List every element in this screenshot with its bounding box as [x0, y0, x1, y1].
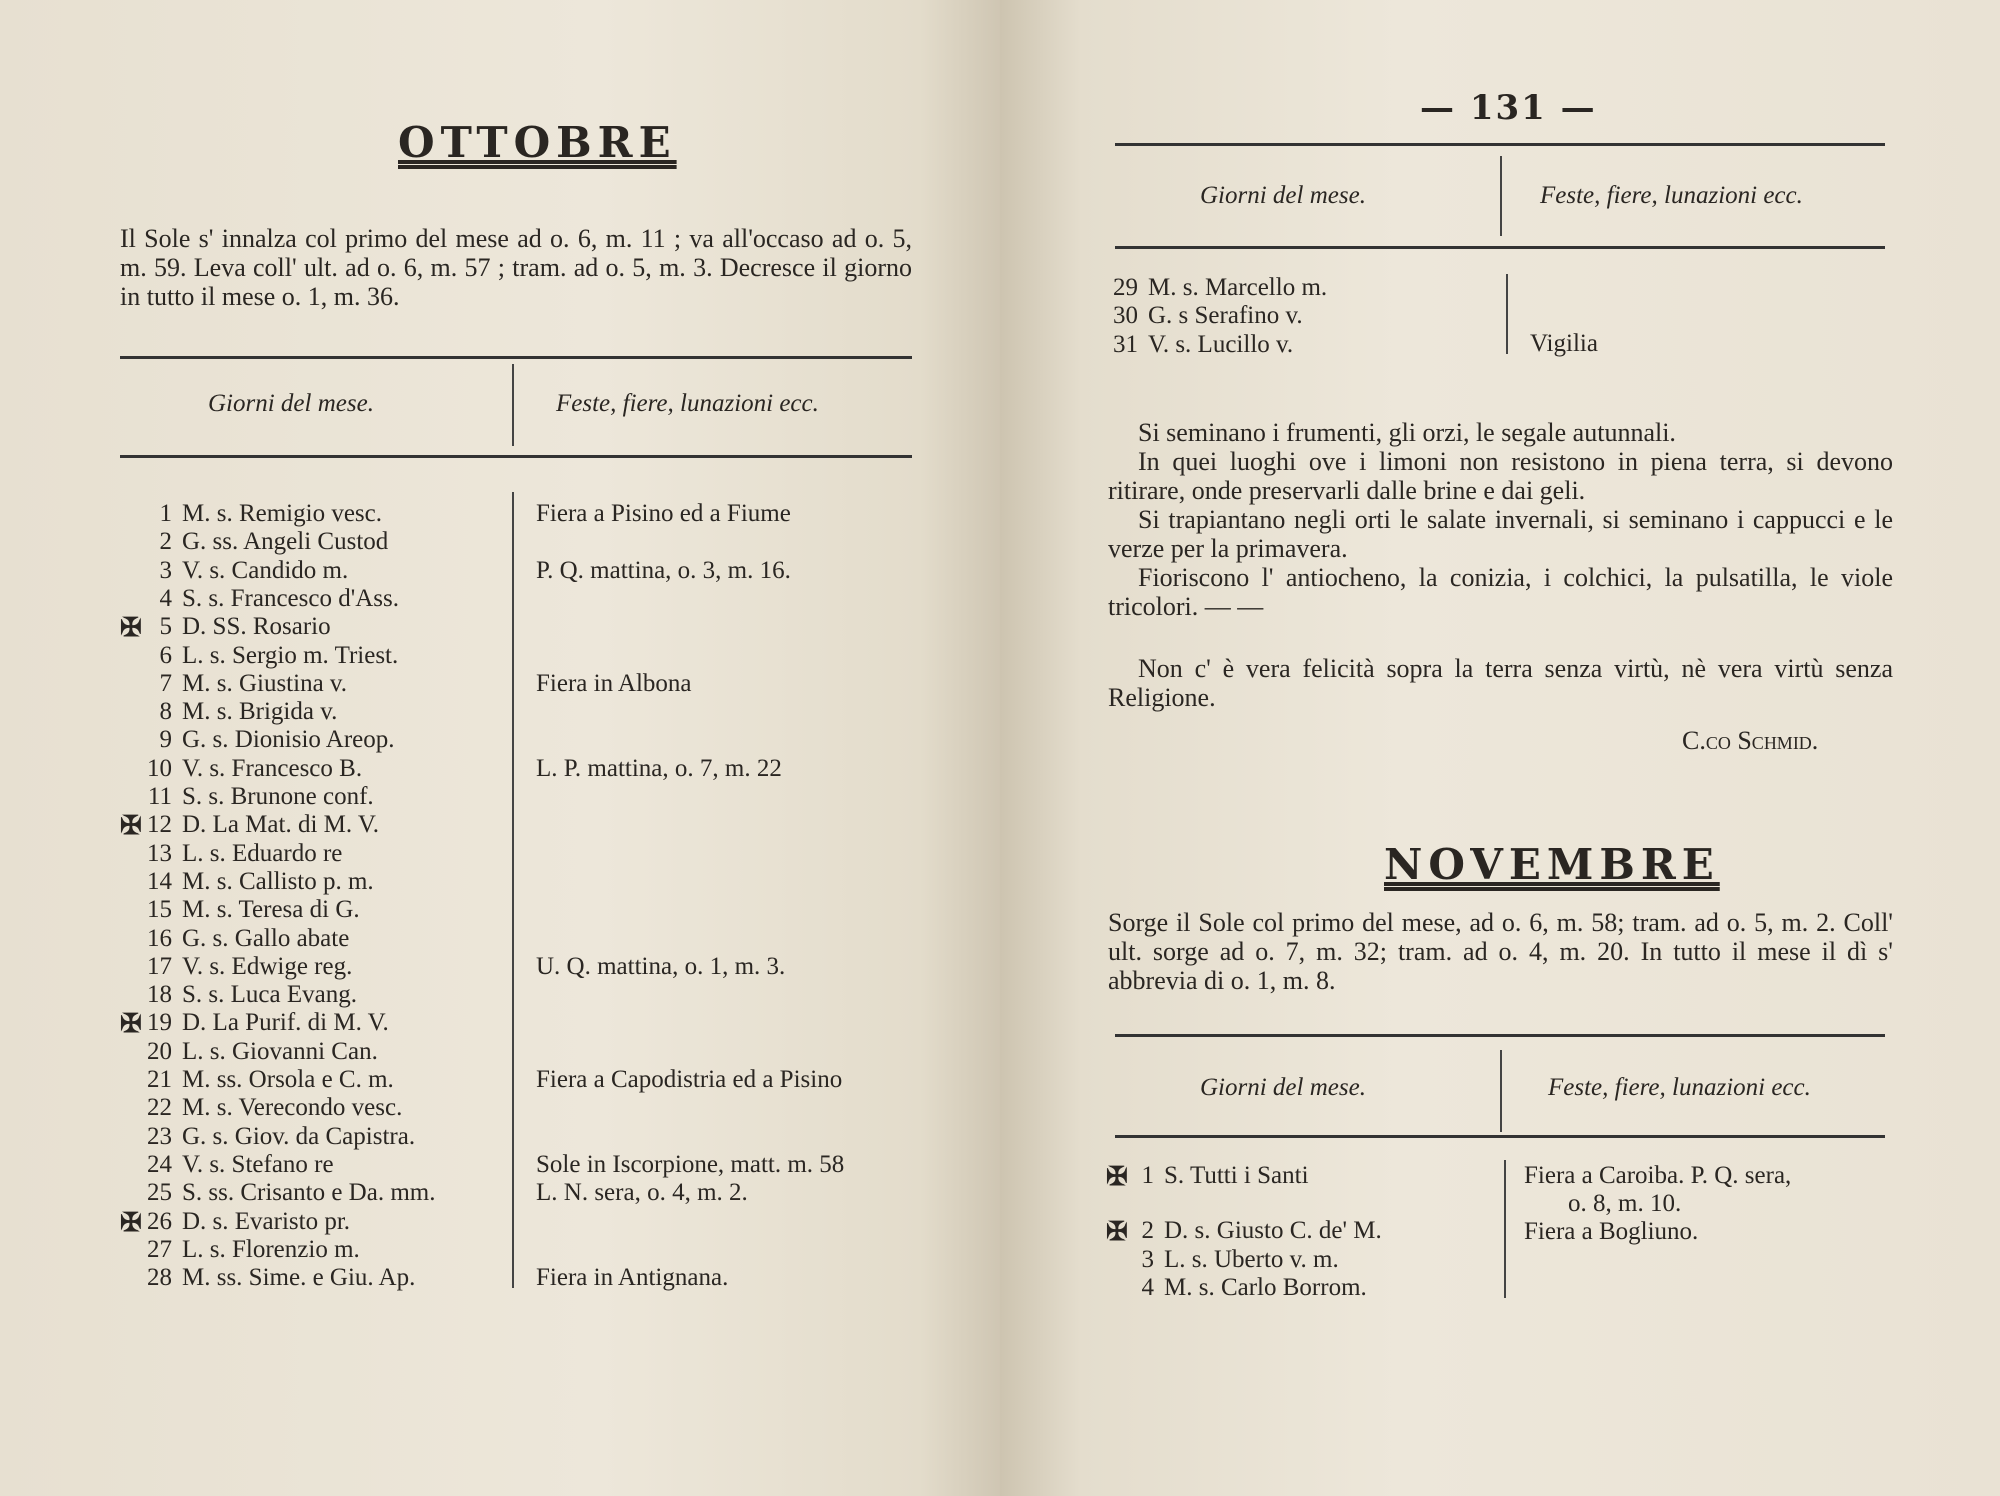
- day-saint: G. s. Giov. da Capistra.: [182, 1122, 416, 1150]
- day-saint: M. s. Giustina v.: [182, 669, 348, 697]
- day-row: [136, 925, 349, 953]
- day-saint: D. SS. Rosario: [182, 613, 331, 641]
- day-number: 2: [159, 528, 172, 556]
- month-title-novembre: NOVEMBRE: [1384, 840, 1720, 889]
- day-row: [1102, 274, 1327, 302]
- holiday-cross-icon: ✠: [120, 1207, 142, 1238]
- day-row: [136, 840, 342, 868]
- day-number: 28: [147, 1264, 172, 1292]
- day-saint: S. s. Francesco d'Ass.: [182, 584, 399, 612]
- nov-event-entry: o. 8, m. 10.: [1568, 1190, 1682, 1217]
- day-row: [136, 557, 348, 585]
- day-number: 23: [147, 1122, 172, 1150]
- day-number: 7: [159, 669, 172, 697]
- day-number: 6: [159, 641, 172, 669]
- day-number: 16: [147, 924, 172, 952]
- signature: C.co Schmid.: [1682, 726, 1819, 755]
- day-number: 1: [159, 500, 172, 527]
- day-row: [136, 868, 374, 896]
- day-row: [136, 613, 331, 641]
- day-saint: L. s. Florenzio m.: [182, 1235, 360, 1263]
- day-saint: V. s. Candido m.: [182, 556, 349, 584]
- day-saint: D. s. Giusto C. de' M.: [1164, 1217, 1382, 1245]
- note-2: In quei luoghi ove i limoni non resistono in piena terra, si devono ritirare, onde preservarli dalle brine e dai geli.: [1108, 447, 1893, 505]
- maxim: Non c' è vera felicità sopra la terra senza virtù, nè vera virtù senza Religione.: [1108, 654, 1893, 712]
- day-number: 19: [147, 1009, 172, 1037]
- col-header-feasts: Feste, fiere, lunazioni ecc.: [556, 390, 819, 417]
- event-entry: Fiera in Antignana.: [536, 1264, 729, 1292]
- holiday-cross-icon: ✠: [1106, 1217, 1128, 1248]
- day-row: [136, 1151, 334, 1179]
- day-saint: L. s. Giovanni Can.: [182, 1037, 378, 1065]
- note-4: Fioriscono l' antiocheno, la conizia, i colchici, la pulsatilla, le viole tricolori. — —: [1108, 563, 1893, 621]
- day-number: 4: [1141, 1273, 1154, 1301]
- note-1: Si seminano i frumenti, gli orzi, le segale autunnali.: [1138, 418, 1676, 447]
- day-saint: G. ss. Angeli Custod: [182, 528, 389, 556]
- day-row: [136, 1094, 402, 1122]
- body-divider: [512, 492, 514, 1288]
- nov-table-top-rule: [1115, 1034, 1885, 1037]
- day-number: 20: [147, 1037, 172, 1065]
- day-number: 30: [1113, 302, 1138, 330]
- day-row: [136, 642, 398, 670]
- day-saint: S. Tutti i Santi: [1164, 1162, 1309, 1189]
- day-number: 10: [147, 754, 172, 782]
- event-entry: P. Q. mattina, o. 3, m. 16.: [536, 556, 791, 584]
- day-number: 24: [147, 1150, 172, 1178]
- nov-event-entry: Fiera a Bogliuno.: [1524, 1218, 1699, 1245]
- day-number: 3: [159, 556, 172, 584]
- day-saint: S. ss. Crisanto e Da. mm.: [182, 1179, 436, 1207]
- table-top-rule: [120, 356, 912, 359]
- nov-col-header-feasts: Feste, fiere, lunazioni ecc.: [1548, 1074, 1811, 1101]
- day-row: [1118, 1217, 1382, 1245]
- day-number: 3: [1141, 1245, 1154, 1273]
- day-row: [1118, 1274, 1367, 1302]
- day-row: [136, 1236, 360, 1264]
- event-entry: Fiera in Albona: [536, 669, 692, 697]
- event-entry: L. N. sera, o. 4, m. 2.: [536, 1179, 748, 1207]
- day-saint: M. s. Marcello m.: [1148, 274, 1328, 301]
- day-number: 13: [147, 839, 172, 867]
- nov-event-entry: Fiera a Caroiba. P. Q. sera,: [1524, 1162, 1792, 1189]
- day-saint: G. s. Dionisio Areop.: [182, 726, 395, 754]
- day-row: [136, 528, 388, 556]
- day-number: 14: [147, 867, 172, 895]
- nov-table-header-rule: [1115, 1135, 1885, 1138]
- day-number: 12: [147, 811, 172, 839]
- event-entry: Fiera a Capodistria ed a Pisino: [536, 1066, 843, 1093]
- day-number: 27: [147, 1235, 172, 1263]
- holiday-cross-icon: ✠: [120, 1009, 142, 1040]
- day-row: [136, 755, 362, 783]
- event-entry: L. P. mattina, o. 7, m. 22: [536, 754, 782, 782]
- day-row: [136, 1123, 415, 1151]
- day-row: [136, 670, 347, 698]
- day-row: [136, 698, 337, 726]
- day-number: 26: [147, 1207, 172, 1235]
- vigilia-label: Vigilia: [1530, 330, 1598, 357]
- day-saint: M. s. Callisto p. m.: [182, 867, 374, 895]
- event-entry: Fiera a Pisino ed a Fiume: [536, 500, 791, 527]
- day-number: 15: [147, 896, 172, 924]
- day-row: [1118, 1162, 1309, 1190]
- day-row: [136, 896, 360, 924]
- day-row: [136, 1009, 389, 1037]
- day-saint: M. s. Teresa di G.: [182, 896, 360, 924]
- day-saint: D. s. Evaristo pr.: [182, 1207, 351, 1235]
- day-number: 5: [159, 613, 172, 641]
- day-number: 8: [159, 698, 172, 726]
- note-3: Si trapiantano negli orti le salate invernali, si seminano i cappucci e le verze per la primavera.: [1108, 505, 1893, 563]
- day-saint: V. s. Francesco B.: [182, 754, 363, 782]
- day-number: 29: [1113, 274, 1138, 301]
- header-divider: [512, 364, 514, 446]
- day-number: 17: [147, 952, 172, 980]
- day-saint: L. s. Uberto v. m.: [1164, 1245, 1339, 1273]
- day-row: [136, 500, 382, 528]
- day-number: 25: [147, 1179, 172, 1207]
- day-saint: S. s. Luca Evang.: [182, 981, 357, 1009]
- day-number: 18: [147, 981, 172, 1009]
- day-saint: G. s Serafino v.: [1148, 302, 1303, 330]
- day-row: [136, 981, 357, 1009]
- col-header-days: Giorni del mese.: [208, 390, 374, 417]
- day-number: 9: [159, 726, 172, 754]
- day-saint: G. s. Gallo abate: [182, 924, 350, 952]
- day-number: 1: [1141, 1162, 1154, 1189]
- table-header-rule: [120, 455, 912, 458]
- day-row: [136, 953, 352, 981]
- day-number: 22: [147, 1094, 172, 1122]
- day-number: 21: [147, 1066, 172, 1093]
- page-number: — 131 —: [1420, 88, 1597, 128]
- day-row: [136, 1066, 394, 1094]
- body-divider-right: [1506, 274, 1508, 354]
- day-saint: L. s. Sergio m. Triest.: [182, 641, 399, 669]
- event-entry: U. Q. mattina, o. 1, m. 3.: [536, 952, 786, 980]
- day-number: 31: [1113, 330, 1138, 358]
- day-saint: D. La Mat. di M. V.: [182, 811, 379, 839]
- nov-header-divider: [1500, 1050, 1502, 1132]
- holiday-cross-icon: ✠: [120, 613, 142, 644]
- col-header-days-right: Giorni del mese.: [1200, 182, 1366, 209]
- ottobre-intro: Il Sole s' innalza col primo del mese ad o. 6, m. 11 ; va all'occaso ad o. 5, m. 59. Leva coll' ult. ad o. 6, m. 57 ; tram. ad o. 5, m. 3. Decresce il giorno in tutto il mese o. 1, m. 36.: [120, 224, 912, 311]
- day-row: [136, 726, 395, 754]
- day-saint: L. s. Eduardo re: [182, 839, 343, 867]
- day-number: 4: [159, 584, 172, 612]
- table-header-rule-right: [1115, 246, 1885, 249]
- day-row: [136, 585, 399, 613]
- nov-body-divider: [1504, 1160, 1506, 1298]
- month-title-ottobre: OTTOBRE: [398, 118, 677, 167]
- day-row: [136, 811, 379, 839]
- header-divider-right: [1500, 156, 1502, 236]
- farming-notes: [1108, 418, 1893, 621]
- day-row: [136, 1038, 378, 1066]
- day-saint: V. s. Edwige reg.: [182, 952, 353, 980]
- day-saint: V. s. Stefano re: [182, 1150, 334, 1178]
- right-page: [1000, 0, 2000, 1496]
- day-row: [136, 1179, 435, 1207]
- day-saint: M. ss. Sime. e Giu. Ap.: [182, 1264, 416, 1292]
- day-saint: M. s. Carlo Borrom.: [1164, 1273, 1367, 1301]
- day-saint: M. s. Brigida v.: [182, 698, 338, 726]
- day-saint: S. s. Brunone conf.: [182, 783, 374, 810]
- day-row: [136, 1264, 415, 1292]
- novembre-intro: Sorge il Sole col primo del mese, ad o. 6, m. 58; tram. ad o. 5, m. 2. Coll' ult. sorge ad o. 7, m. 32; tram. ad o. 4, m. 20. In tutto il mese il dì s' abbrevia di o. 1, m. 8.: [1108, 908, 1893, 995]
- day-saint: V. s. Lucillo v.: [1148, 330, 1294, 358]
- day-row: [1102, 331, 1293, 359]
- event-entry: Sole in Iscorpione, matt. m. 58: [536, 1150, 845, 1178]
- day-saint: D. La Purif. di M. V.: [182, 1009, 389, 1037]
- col-header-feasts-right: Feste, fiere, lunazioni ecc.: [1540, 182, 1803, 209]
- table-top-rule-right: [1115, 143, 1885, 146]
- day-number: 11: [147, 783, 172, 810]
- day-row: [1118, 1246, 1339, 1274]
- day-saint: M. ss. Orsola e C. m.: [182, 1066, 394, 1093]
- nov-col-header-days: Giorni del mese.: [1200, 1074, 1366, 1101]
- day-saint: M. s. Verecondo vesc.: [182, 1094, 403, 1122]
- day-row: [1102, 302, 1303, 330]
- day-saint: M. s. Remigio vesc.: [182, 500, 382, 527]
- day-number: 2: [1141, 1217, 1154, 1245]
- holiday-cross-icon: ✠: [120, 811, 142, 842]
- holiday-cross-icon: ✠: [1106, 1162, 1128, 1192]
- day-row: [136, 1208, 350, 1236]
- day-row: [136, 783, 374, 811]
